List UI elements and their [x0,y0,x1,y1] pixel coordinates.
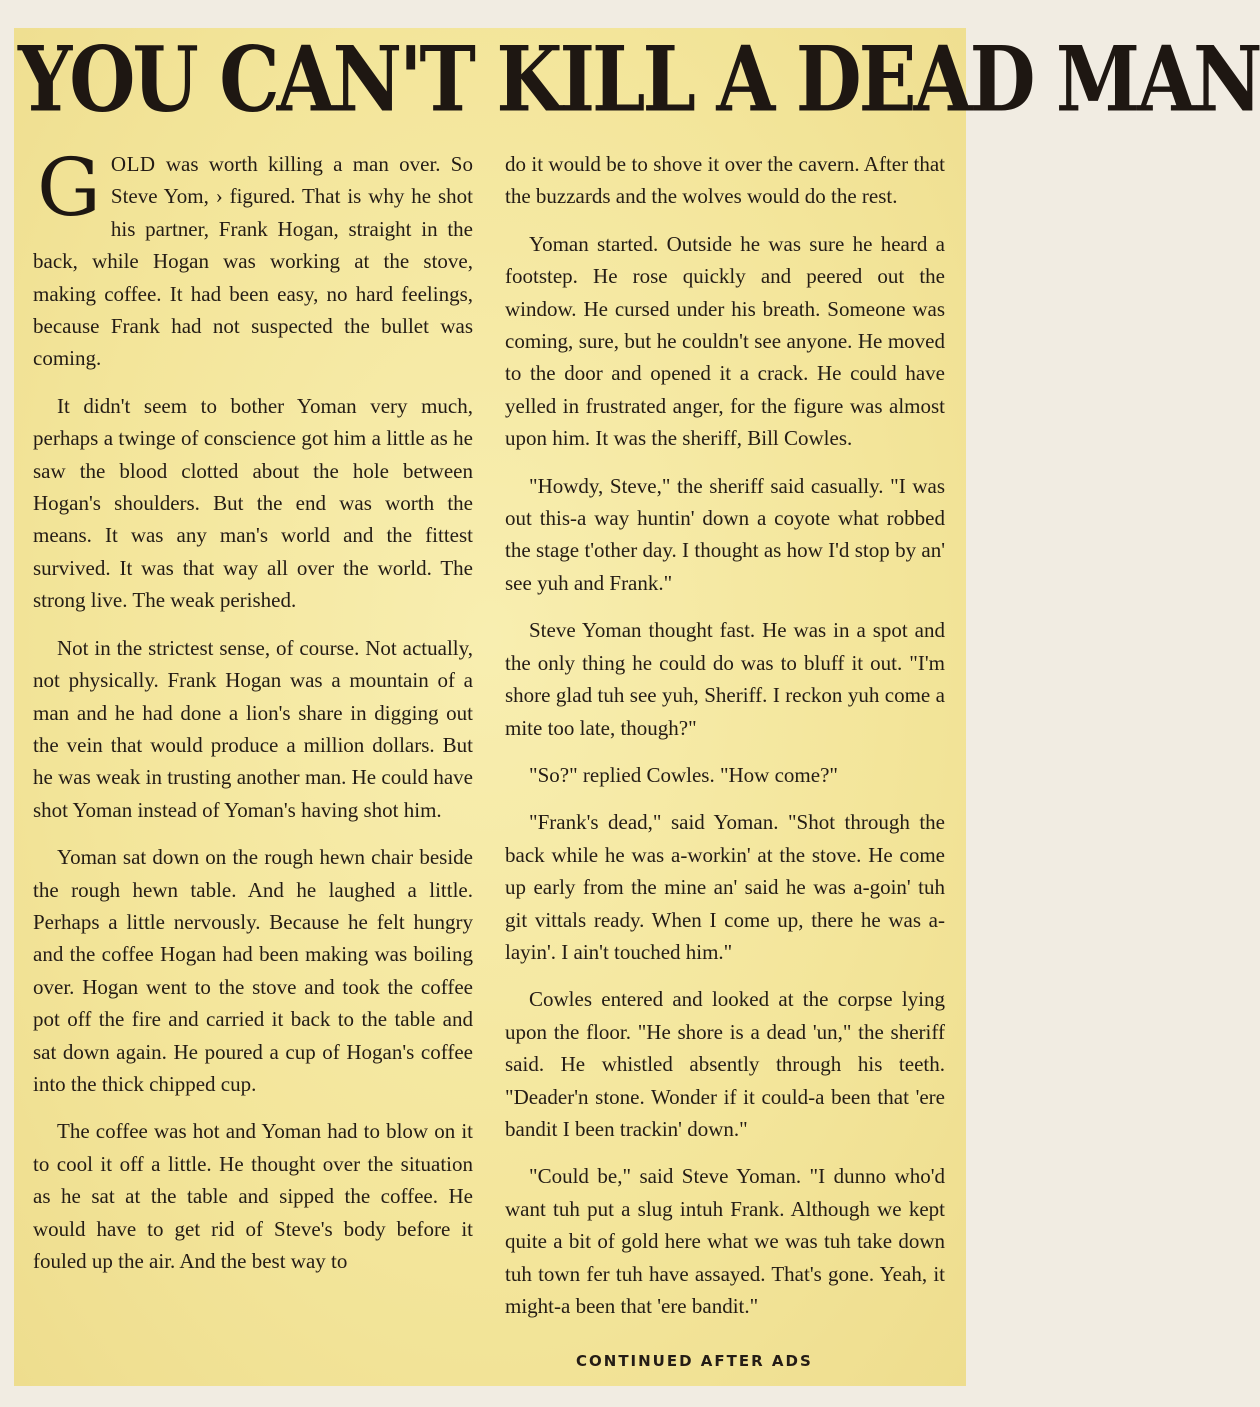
drop-cap: G [37,141,101,234]
opening-paragraph [33,141,473,375]
opening-text: was worth killing a man over. So Steve Yom, › figured. That is why he shot his partner, Frank Hogan, straight in the back, while Hogan was working at the stove, making coffee. It had been easy, no hard feelings, because Frank had not suspected the bullet was coming. [33,152,473,371]
paragraph: Cowles entered and looked at the corpse lying upon the floor. "He shore is a dead 'un," the sheriff said. He whistled absently through his teeth. "Deader'n stone. Wonder if it could-a been that 'ere bandit I been trackin' down." [505,987,945,1141]
paragraph: Yoman started. Outside he was sure he heard a footstep. He rose quickly and peered out the window. He cursed under his breath. Someone was coming, sure, but he couldn't see anyone. He moved to the door and opened it a crack. He could have yelled in frustrated anger, for the figure was almost upon him. It was the sheriff, Bill Cowles. [505,231,945,451]
paragraph: "So?" replied Cowles. "How come?" [529,762,838,787]
paragraph: It didn't seem to bother Yoman very much, perhaps a twinge of conscience got him a little as he saw the blood clotted about the hole between Hogan's shoulders. But the end was worth the means. It was any man's world and the fittest survived. It was that way all over the world. The strong live. The weak perished. [33,393,473,613]
paragraph: Yoman sat down on the rough hewn chair beside the rough hewn table. And he laughed a little. Perhaps a little nervously. Because he felt hungry and the coffee Hogan had been making was boiling over. Hogan went to the stove and took the coffee pot off the fire and carried it back to the table and sat down again. He poured a cup of Hogan's coffee into the thick chipped cup. [33,845,473,1096]
right-column [505,148,945,1337]
opening-caps: OLD [110,152,156,176]
continuation-paragraph: do it would be to shove it over the cavern. After that the buzzards and the wolves would do the rest. [505,152,945,209]
paragraph: Steve Yoman thought fast. He was in a spot and the only thing he could do was to bluff it out. "I'm shore glad tuh see yuh, Sheriff. I reckon yuh come a mite too late, though?" [505,618,945,740]
story-title: YOU CAN'T KILL A DEAD MAN [18,26,1260,132]
paragraph: Not in the strictest sense, of course. Not actually, not physically. Frank Hogan was a mountain of a man and he had done a lion's share in digging out the vein that would produce a million dollars. But he was weak in trusting another man. He could have shot Yoman instead of Yoman's having shot him. [33,635,473,822]
paragraph: "Frank's dead," said Yoman. "Shot through the back while he was a-workin' at the stove. He come up early from the mine an' said he was a-goin' tuh git vittals ready. When I come up, there he was a-layin'. I ain't touched him." [505,810,945,964]
paragraph: "Howdy, Steve," the sheriff said casually. "I was out this-a way huntin' down a coyote what robbed the stage t'other day. I thought as how I'd stop by an' see yuh and Frank." [505,473,945,595]
continued-note: CONTINUED AFTER ADS [576,1352,813,1370]
left-column [33,141,473,1292]
paragraph: "Could be," said Steve Yoman. "I dunno who'd want tuh put a slug intuh Frank. Although we kept quite a bit of gold here what we was tuh take down tuh town fer tuh have assayed. That's gone. Yeah, it might-a been that 'ere bandit." [505,1164,945,1318]
paragraph: The coffee was hot and Yoman had to blow on it to cool it off a little. He thought over the situation as he sat at the table and sipped the coffee. He would have to get rid of Steve's body before it fouled up the air. And the best way to [33,1119,473,1273]
